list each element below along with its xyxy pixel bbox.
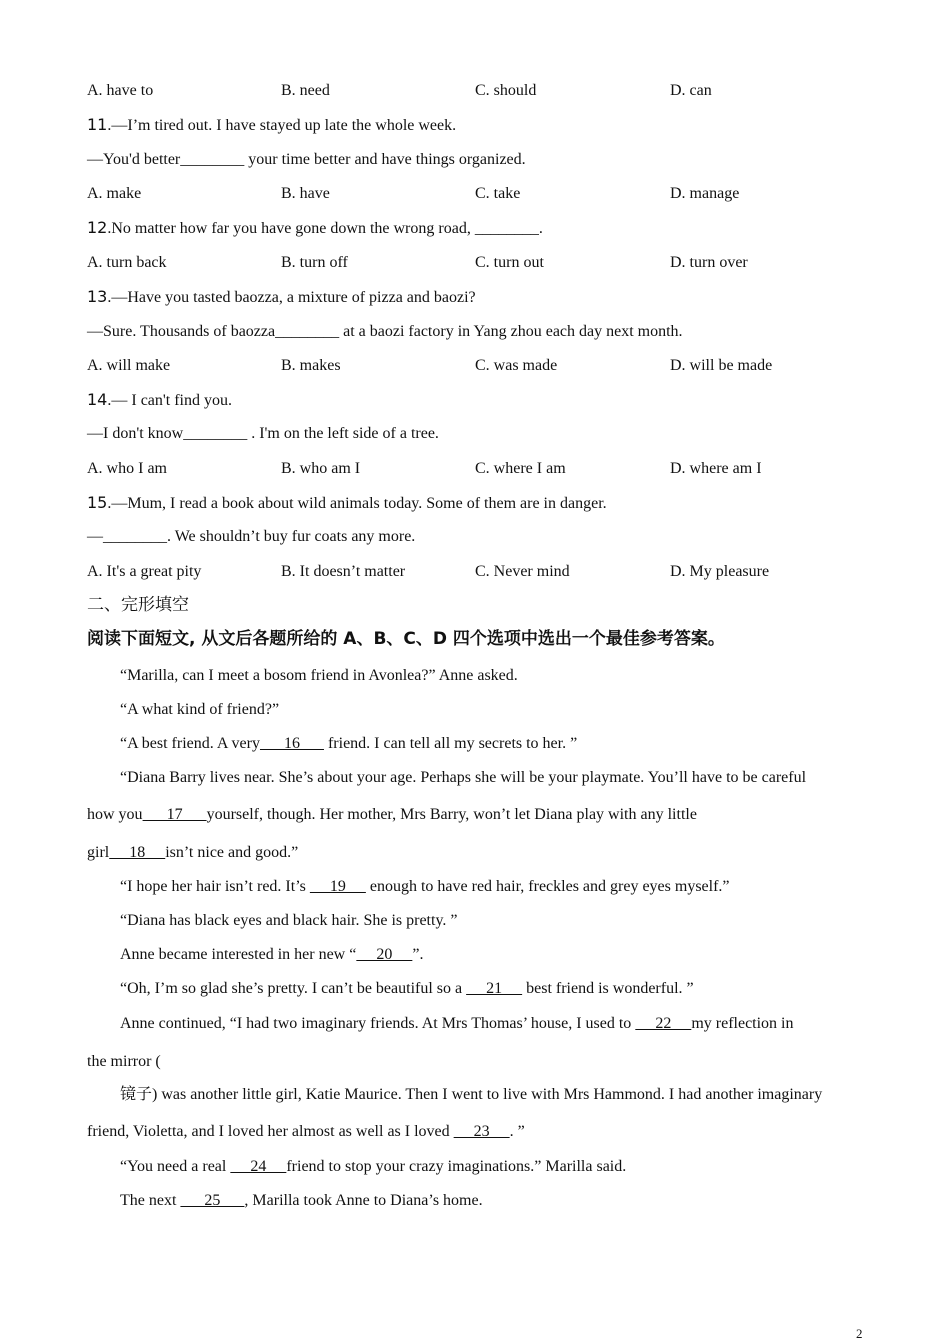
q11-number: 11 (87, 115, 108, 134)
passage-text: girl (87, 844, 110, 861)
blank-22: 22 (635, 1015, 692, 1032)
q15-option-a: A. It's a great pity (87, 563, 202, 580)
q13-option-d: D. will be made (670, 357, 773, 374)
q10-option-c: C. should (475, 82, 537, 99)
passage-p14 (87, 1122, 525, 1142)
q14-option-d: D. where am I (670, 460, 762, 477)
passage-p1: “Marilla, can I meet a bosom friend in Avonlea?” Anne asked. (120, 667, 518, 684)
q14-line1: .— I can't find you. (107, 392, 232, 409)
q11-option-a: A. make (87, 185, 142, 202)
q15-option-c: C. Never mind (475, 563, 570, 580)
passage-p12: the mirror ( (87, 1053, 161, 1070)
section-instruction: 阅读下面短文, 从文后各题所给的 A、B、C、D 四个选项中选出一个最佳参考答案。 (87, 629, 725, 649)
passage-text: “Oh, I’m so glad she’s pretty. I can’t be beautiful so a (120, 980, 467, 997)
passage-text: isn’t nice and good.” (165, 844, 299, 861)
q14-option-a: A. who I am (87, 460, 167, 477)
q11-option-c: C. take (475, 185, 521, 202)
passage-text: Anne became interested in her new “ (120, 946, 357, 963)
passage-text: “You need a real (120, 1158, 231, 1175)
passage-text: how you (87, 806, 143, 823)
q14-option-b: B. who am I (281, 460, 361, 477)
passage-p7 (120, 877, 730, 897)
q13-line1: .—Have you tasted baozza, a mixture of pizza and baozi? (107, 289, 476, 306)
passage-text: , Marilla took Anne to Diana’s home. (244, 1192, 483, 1209)
blank-16: 16 (259, 735, 324, 752)
passage-text: my reflection in (691, 1015, 794, 1032)
passage-p8: “Diana has black eyes and black hair. She is pretty. ” (120, 912, 458, 929)
blank-21: 21 (466, 980, 523, 997)
passage-text: yourself, though. Her mother, Mrs Barry, won’t let Diana play with any little (206, 806, 697, 823)
passage-p6 (87, 843, 298, 863)
q11-line2: —You'd better________ your time better and have things organized. (87, 151, 526, 168)
passage-p13: 镜子) was another little girl, Katie Maurice. Then I went to live with Mrs Hammond. I had another imaginary (120, 1086, 823, 1103)
q10-option-d: D. can (670, 82, 712, 99)
passage-p3 (120, 734, 577, 754)
passage-text: friend, Violetta, and I loved her almost as well as I loved (87, 1123, 454, 1140)
passage-p4: “Diana Barry lives near. She’s about your age. Perhaps she will be your playmate. You’ll have to be careful (120, 769, 807, 786)
q12-option-b: B. turn off (281, 254, 348, 271)
blank-24: 24 (230, 1158, 287, 1175)
q10-option-b: B. need (281, 82, 330, 99)
q13-stem (87, 287, 476, 308)
blank-23: 23 (453, 1123, 510, 1140)
q15-option-b: B. It doesn’t matter (281, 563, 406, 580)
q15-stem (87, 493, 607, 514)
passage-text: enough to have red hair, freckles and grey eyes myself.” (365, 878, 730, 895)
q13-option-c: C. was made (475, 357, 558, 374)
blank-20: 20 (356, 946, 413, 963)
q14-line2: —I don't know________ . I'm on the left side of a tree. (87, 425, 439, 442)
q12-option-c: C. turn out (475, 254, 544, 271)
q13-line2: —Sure. Thousands of baozza________ at a baozi factory in Yang zhou each day next month. (87, 323, 683, 340)
blank-25: 25 (180, 1192, 245, 1209)
q13-number: 13 (87, 287, 108, 306)
q14-option-c: C. where I am (475, 460, 566, 477)
q11-line1: .—I’m tired out. I have stayed up late the whole week. (107, 117, 457, 134)
passage-text: . ” (509, 1123, 525, 1140)
passage-text: The next (120, 1192, 181, 1209)
q13-option-b: B. makes (281, 357, 341, 374)
blank-18: 18 (109, 844, 166, 861)
q12-stem (87, 218, 543, 239)
passage-text: “A best friend. A very (120, 735, 260, 752)
passage-p16 (120, 1191, 483, 1211)
q12-line1: .No matter how far you have gone down the wrong road, ________. (107, 220, 543, 237)
passage-text: “I hope her hair isn’t red. It’s (120, 878, 310, 895)
q15-option-d: D. My pleasure (670, 563, 770, 580)
q12-number: 12 (87, 218, 108, 237)
q15-line2: —________. We shouldn’t buy fur coats any more. (87, 528, 416, 545)
passage-p9 (120, 945, 423, 965)
passage-p11 (120, 1014, 794, 1034)
passage-text: friend. I can tell all my secrets to her. ” (323, 735, 578, 752)
passage-p5 (87, 805, 697, 825)
passage-text: best friend is wonderful. ” (522, 980, 694, 997)
q15-number: 15 (87, 493, 108, 512)
passage-text: friend to stop your crazy imaginations.” Marilla said. (286, 1158, 627, 1175)
q12-option-d: D. turn over (670, 254, 748, 271)
q11-stem (87, 115, 456, 136)
q13-option-a: A. will make (87, 357, 171, 374)
blank-19: 19 (309, 878, 366, 895)
passage-text: Anne continued, “I had two imaginary friends. At Mrs Thomas’ house, I used to (120, 1015, 636, 1032)
q11-option-b: B. have (281, 185, 330, 202)
passage-text: ”. (412, 946, 424, 963)
q15-line1: .—Mum, I read a book about wild animals today. Some of them are in danger. (107, 495, 607, 512)
q12-option-a: A. turn back (87, 254, 167, 271)
passage-p10 (120, 979, 694, 999)
q14-number: 14 (87, 390, 108, 409)
blank-17: 17 (142, 806, 207, 823)
passage-p15 (120, 1157, 626, 1177)
section-title: 二、完形填空 (87, 595, 189, 615)
q14-stem (87, 390, 232, 411)
passage-p2: “A what kind of friend?” (120, 701, 280, 718)
page-number: 2 (856, 1326, 863, 1341)
q10-option-a: A. have to (87, 82, 154, 99)
q11-option-d: D. manage (670, 185, 740, 202)
